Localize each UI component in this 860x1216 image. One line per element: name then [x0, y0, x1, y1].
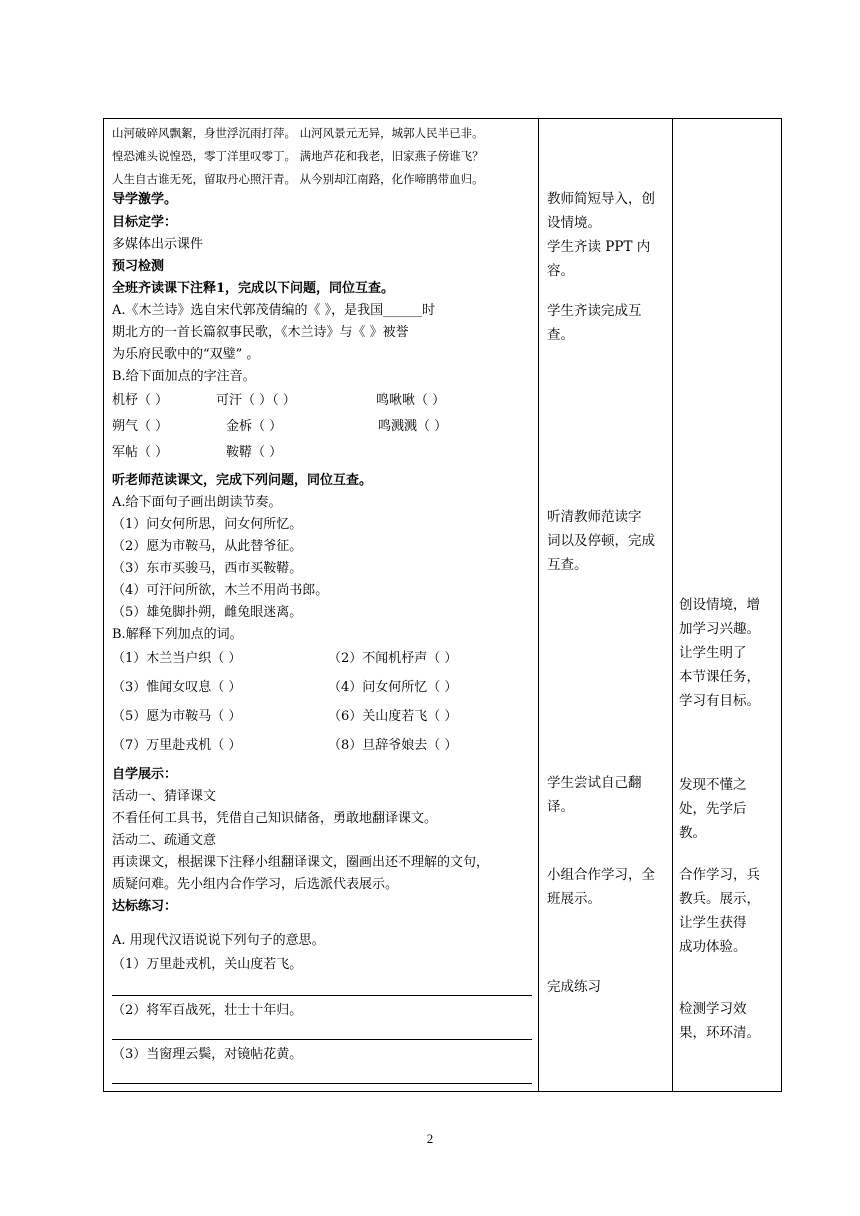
- poem-line: 山河破碎风飘絮，身世浮沉雨打萍。 山河风景元无异，城郭人民半已非。: [112, 126, 484, 140]
- question-a-line: 为乐府民歌中的“双璧” 。: [112, 347, 260, 362]
- activity-2-text: 质疑问难。先小组内合作学习，后选派代表展示。: [112, 877, 399, 892]
- phonetic-item: 朔气（ ）: [112, 419, 169, 434]
- intent-selfstudy: 发现不懂之 处，先学后 教。: [679, 777, 747, 841]
- question-b-title: B.给下面加点的字注音。: [112, 369, 256, 384]
- student-preview: 学生齐读完成互 查。: [547, 303, 642, 343]
- activity-2-title: 活动二、疏通文意: [112, 833, 217, 848]
- self-study-title: 自学展示：: [112, 767, 178, 782]
- goal-text: 多媒体出示课件: [112, 237, 204, 252]
- practice-item: （2）将军百战死，壮士十年归。: [112, 1003, 303, 1018]
- student-self: 学生尝试自己翻 译。: [547, 775, 642, 815]
- goal-title: 目标定学：: [112, 215, 178, 230]
- phonetic-item: 鸣啾啾（ ）: [376, 393, 446, 408]
- question-a-line: A.《木兰诗》选自宋代郭茂倩编的《 》，是我国______时: [112, 303, 436, 318]
- rhythm-item: （5）雄兔脚扑朔，雌兔眼迷离。: [112, 605, 303, 620]
- practice-title: 达标练习：: [112, 899, 178, 914]
- practice-question: A. 用现代汉语说说下列句子的意思。: [112, 933, 325, 948]
- preview-title: 预习检测: [112, 259, 165, 274]
- preview-task: 全班齐读课下注释1，完成以下问题，同位互查。: [112, 281, 395, 296]
- phonetic-item: 鞍鞯（ ）: [226, 445, 283, 460]
- student-group: 小组合作学习，全 班展示。: [547, 867, 655, 907]
- explain-item: （1）木兰当户织（ ）: [112, 651, 242, 666]
- activity-1-text: 不看任何工具书，凭借自己知识储备，勇敢地翻译课文。: [112, 811, 438, 826]
- explain-item: （7）万里赴戎机（ ）: [112, 738, 242, 753]
- explain-item: （5）愿为市鞍马（ ）: [112, 709, 242, 724]
- rhythm-item: （3）东市买骏马，西市买鞍鞯。: [112, 561, 303, 576]
- intent-situation: 创设情境，增 加学习兴趣。 让学生明了 本节课任务， 学习有目标。: [679, 597, 760, 709]
- student-activity-column: [539, 119, 673, 1092]
- student-practice: 完成练习: [547, 979, 601, 995]
- lesson-plan-table: [103, 118, 782, 1092]
- explain-item: （8）旦辞爷娘去（ ）: [328, 738, 458, 753]
- rhythm-item: （1）问女何所思，问女何所忆。: [112, 517, 303, 532]
- explain-title: B.解释下列加点的词。: [112, 627, 243, 642]
- intent-cooperation: 合作学习，兵 教兵。展示， 让学生获得 成功体验。: [679, 867, 760, 955]
- practice-item: （1）万里赴戎机，关山度若飞。: [112, 957, 303, 972]
- activity-2-text: 再读课文，根据课下注释小组翻译课文，圈画出还不理解的文句，: [112, 855, 490, 870]
- explain-item: （3）惟闻女叹息（ ）: [112, 680, 242, 695]
- phonetic-item: 金柝（ ）: [226, 419, 283, 434]
- rhythm-title: A.给下面句子画出朗读节奏。: [112, 495, 282, 510]
- content-column: [104, 119, 539, 1092]
- intro-title: 导学激学。: [112, 192, 178, 207]
- phonetic-item: 机杼（ ）: [112, 393, 169, 408]
- page-number: 2: [426, 1131, 434, 1146]
- design-intent-column: [673, 119, 782, 1092]
- poem-line: 惶恐滩头说惶恐，零丁洋里叹零丁。 满地芦花和我老，旧家燕子傍谁飞？: [112, 149, 484, 163]
- rhythm-item: （2）愿为市鞍马，从此替爷征。: [112, 539, 303, 554]
- practice-item: （3）当窗理云鬓，对镜帖花黄。: [112, 1047, 303, 1062]
- student-intro: 教师简短导入，创 设情境。 学生齐读 PPT 内 容。: [547, 191, 655, 279]
- explain-item: （6）关山度若飞（ ）: [328, 709, 458, 724]
- phonetic-item: 军帖（ ）: [112, 445, 169, 460]
- question-a-line: 期北方的一首长篇叙事民歌，《木兰诗》与《 》被誉: [112, 325, 409, 340]
- explain-item: （4）问女何所忆（ ）: [328, 680, 458, 695]
- answer-line: [112, 1039, 532, 1040]
- activity-1-title: 活动一、猜译课文: [112, 789, 217, 804]
- explain-item: （2）不闻机杼声（ ）: [328, 651, 458, 666]
- student-listen: 听清教师范读字 词以及停顿，完成 互查。: [547, 509, 655, 573]
- rhythm-item: （4）可汗问所欲，木兰不用尚书郎。: [112, 583, 329, 598]
- phonetic-item: 鸣溅溅（ ）: [378, 419, 448, 434]
- listen-task: 听老师范读课文，完成下列问题，同位互查。: [112, 473, 373, 488]
- answer-line: [112, 995, 532, 996]
- phonetic-item: 可汗（ ）（ ）: [216, 393, 296, 408]
- intent-check: 检测学习效 果，环环清。: [679, 1001, 760, 1041]
- poem-line: 人生自古谁无死，留取丹心照汗青。 从今别却江南路，化作啼鹃带血归。: [112, 172, 484, 186]
- answer-line: [112, 1083, 532, 1084]
